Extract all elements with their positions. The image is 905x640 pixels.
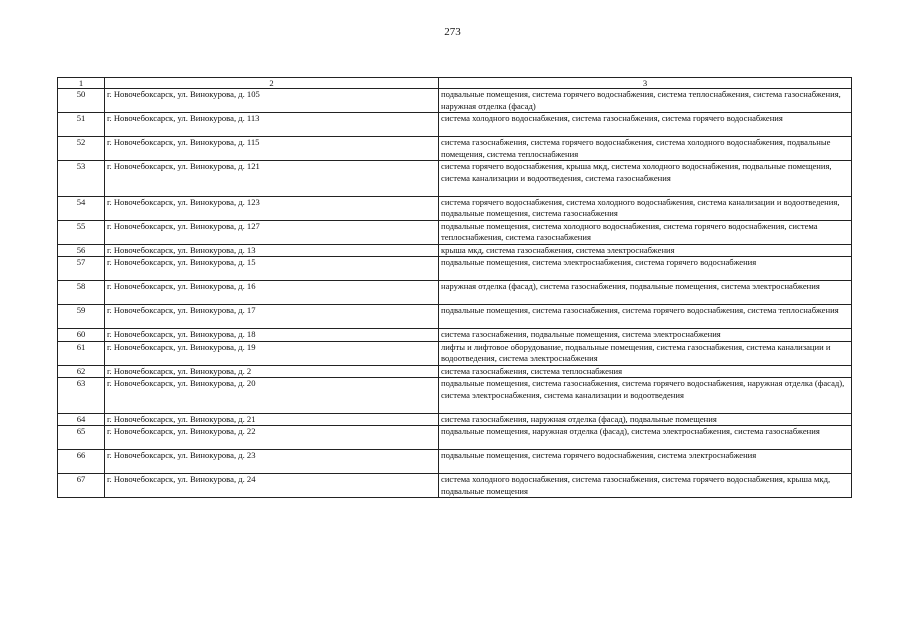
table-row bbox=[58, 89, 852, 113]
row-address: г. Новочебоксарск, ул. Винокурова, д. 2 bbox=[105, 365, 439, 378]
table-row bbox=[58, 474, 852, 498]
row-number: 64 bbox=[58, 413, 105, 426]
row-address: г. Новочебоксарск, ул. Винокурова, д. 13 bbox=[105, 244, 439, 257]
column-header-address: 2 bbox=[105, 78, 439, 89]
row-number: 53 bbox=[58, 161, 105, 197]
row-address: г. Новочебоксарск, ул. Винокурова, д. 121 bbox=[105, 161, 439, 197]
row-works: подвальные помещения, система газоснабжения, система горячего водоснабжения, наружная отделка (фасад), система электроснабжения, система канализации и водоотведения bbox=[439, 378, 852, 414]
row-works: подвальные помещения, система холодного водоснабжения, система горячего водоснабжения, система теплоснабжения, система газоснабжения bbox=[439, 220, 852, 244]
table-row bbox=[58, 378, 852, 414]
row-number: 51 bbox=[58, 113, 105, 137]
table-row bbox=[58, 113, 852, 137]
table-row bbox=[58, 341, 852, 365]
row-number: 57 bbox=[58, 257, 105, 281]
table-header-row bbox=[58, 78, 852, 89]
row-works: система горячего водоснабжения, система холодного водоснабжения, система канализации и водоотведения, подвальные помещения, система газоснабжения bbox=[439, 196, 852, 220]
row-works: система газоснабжения, система теплоснабжения bbox=[439, 365, 852, 378]
table-row bbox=[58, 281, 852, 305]
row-works: крыша мкд, система газоснабжения, система электроснабжения bbox=[439, 244, 852, 257]
row-works: система холодного водоснабжения, система газоснабжения, система горячего водоснабжения, крыша мкд, подвальные помещения bbox=[439, 474, 852, 498]
row-address: г. Новочебоксарск, ул. Винокурова, д. 115 bbox=[105, 137, 439, 161]
row-address: г. Новочебоксарск, ул. Винокурова, д. 123 bbox=[105, 196, 439, 220]
row-address: г. Новочебоксарск, ул. Винокурова, д. 24 bbox=[105, 474, 439, 498]
row-works: подвальные помещения, система электроснабжения, система горячего водоснабжения bbox=[439, 257, 852, 281]
row-number: 58 bbox=[58, 281, 105, 305]
row-works: система холодного водоснабжения, система газоснабжения, система горячего водоснабжения bbox=[439, 113, 852, 137]
row-number: 65 bbox=[58, 426, 105, 450]
column-header-works: 3 bbox=[439, 78, 852, 89]
row-address: г. Новочебоксарск, ул. Винокурова, д. 15 bbox=[105, 257, 439, 281]
row-address: г. Новочебоксарск, ул. Винокурова, д. 19 bbox=[105, 341, 439, 365]
table-row bbox=[58, 305, 852, 329]
row-address: г. Новочебоксарск, ул. Винокурова, д. 21 bbox=[105, 413, 439, 426]
row-address: г. Новочебоксарск, ул. Винокурова, д. 23 bbox=[105, 450, 439, 474]
row-number: 59 bbox=[58, 305, 105, 329]
row-number: 63 bbox=[58, 378, 105, 414]
row-address: г. Новочебоксарск, ул. Винокурова, д. 127 bbox=[105, 220, 439, 244]
table-row bbox=[58, 329, 852, 342]
row-number: 61 bbox=[58, 341, 105, 365]
row-address: г. Новочебоксарск, ул. Винокурова, д. 113 bbox=[105, 113, 439, 137]
table-row bbox=[58, 196, 852, 220]
row-address: г. Новочебоксарск, ул. Винокурова, д. 22 bbox=[105, 426, 439, 450]
row-works: подвальные помещения, система горячего водоснабжения, система теплоснабжения, система газоснабжения, наружная отделка (фасад) bbox=[439, 89, 852, 113]
row-works: система газоснабжения, подвальные помещения, система электроснабжения bbox=[439, 329, 852, 342]
row-works: наружная отделка (фасад), система газоснабжения, подвальные помещения, система электроснабжения bbox=[439, 281, 852, 305]
page-number: 273 bbox=[444, 26, 461, 38]
row-works: система газоснабжения, система горячего водоснабжения, система холодного водоснабжения, подвальные помещения, система теплоснабжения bbox=[439, 137, 852, 161]
table-row bbox=[58, 244, 852, 257]
row-address: г. Новочебоксарск, ул. Винокурова, д. 16 bbox=[105, 281, 439, 305]
row-number: 56 bbox=[58, 244, 105, 257]
row-number: 62 bbox=[58, 365, 105, 378]
building-works-table bbox=[57, 77, 852, 498]
row-number: 67 bbox=[58, 474, 105, 498]
row-number: 55 bbox=[58, 220, 105, 244]
column-header-number: 1 bbox=[58, 78, 105, 89]
table-row bbox=[58, 220, 852, 244]
table-row bbox=[58, 450, 852, 474]
row-number: 50 bbox=[58, 89, 105, 113]
table-row bbox=[58, 413, 852, 426]
table-row bbox=[58, 257, 852, 281]
table-row bbox=[58, 365, 852, 378]
table-row bbox=[58, 137, 852, 161]
row-address: г. Новочебоксарск, ул. Винокурова, д. 105 bbox=[105, 89, 439, 113]
row-works: лифты и лифтовое оборудование, подвальные помещения, система газоснабжения, система канализации и водоотведения, система электроснабжения bbox=[439, 341, 852, 365]
row-address: г. Новочебоксарск, ул. Винокурова, д. 17 bbox=[105, 305, 439, 329]
row-works: подвальные помещения, система газоснабжения, система горячего водоснабжения, система теплоснабжения bbox=[439, 305, 852, 329]
table-row bbox=[58, 161, 852, 197]
row-works: система газоснабжения, наружная отделка (фасад), подвальные помещения bbox=[439, 413, 852, 426]
row-works: подвальные помещения, наружная отделка (фасад), система электроснабжения, система газоснабжения bbox=[439, 426, 852, 450]
table-row bbox=[58, 426, 852, 450]
row-number: 66 bbox=[58, 450, 105, 474]
row-number: 60 bbox=[58, 329, 105, 342]
row-number: 54 bbox=[58, 196, 105, 220]
row-works: подвальные помещения, система горячего водоснабжения, система электроснабжения bbox=[439, 450, 852, 474]
row-address: г. Новочебоксарск, ул. Винокурова, д. 18 bbox=[105, 329, 439, 342]
row-number: 52 bbox=[58, 137, 105, 161]
row-works: система горячего водоснабжения, крыша мкд, система холодного водоснабжения, подвальные помещения, система канализации и водоотведения, система газоснабжения bbox=[439, 161, 852, 197]
row-address: г. Новочебоксарск, ул. Винокурова, д. 20 bbox=[105, 378, 439, 414]
